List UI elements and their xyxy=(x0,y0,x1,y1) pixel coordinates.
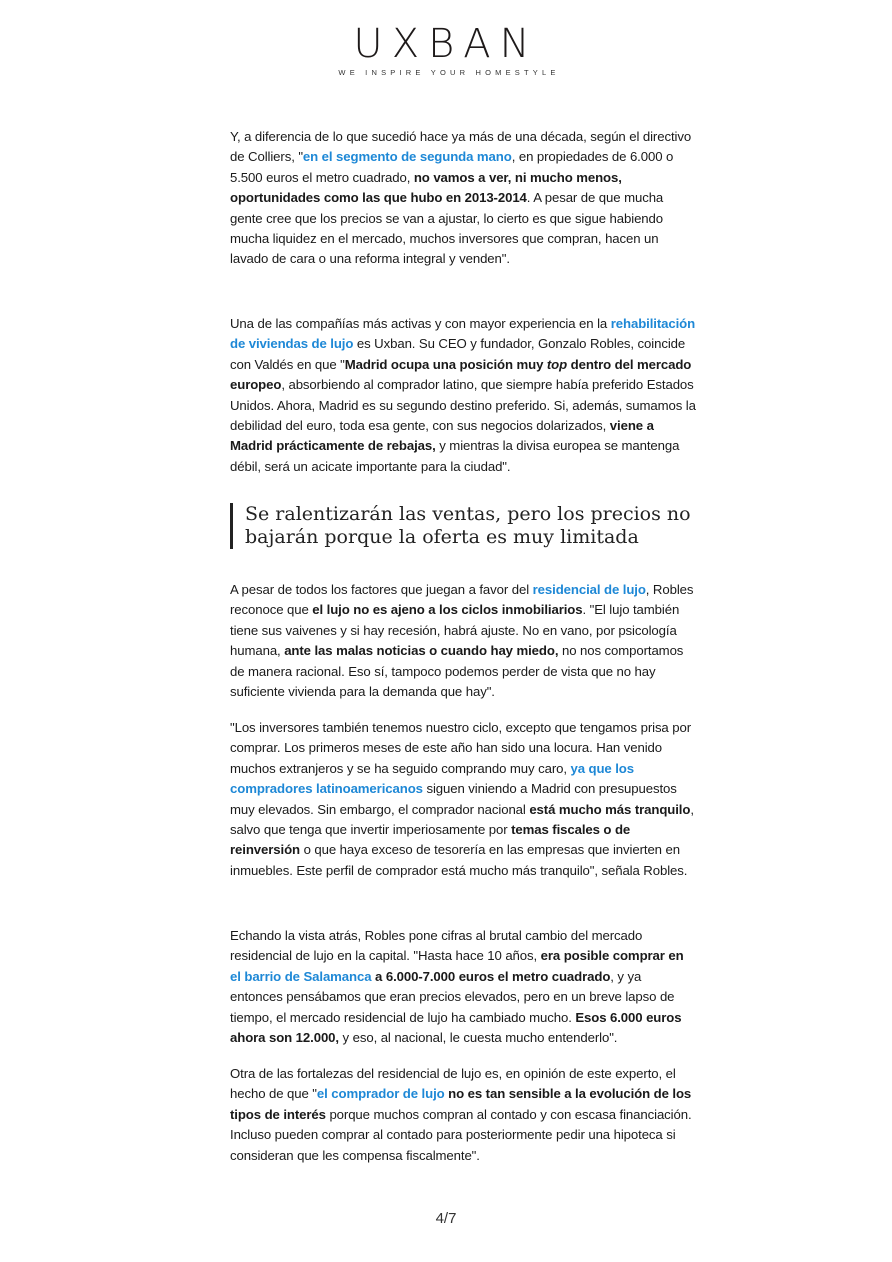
emphasis-text: Madrid ocupa una posición muy xyxy=(344,356,547,372)
inline-link[interactable]: rehabilitación de viviendas de lujo xyxy=(230,316,696,352)
text-run: . "El lujo también tiene sus vaivenes y si hay recesión, habrá ajuste. No en vano, por psicología humana, xyxy=(230,602,680,659)
emphasis-text: viene a Madrid prácticamente de rebajas, xyxy=(230,418,654,454)
emphasis-text: Esos 6.000 euros ahora son 12.000, xyxy=(230,1009,682,1046)
inline-link[interactable]: ya que los compradores latinoamericanos xyxy=(230,760,634,797)
emphasis-text: no es tan sensible a la evolución de los tipos de interés xyxy=(230,1086,692,1122)
inline-link[interactable]: el barrio de Salamanca xyxy=(230,968,372,984)
text-run: A pesar de todos los factores que juegan a favor del xyxy=(230,582,533,597)
emphasis-text: top xyxy=(546,356,568,372)
text-run: , y ya entonces pensábamos que eran precios elevados, pero en un breve lapso de tiempo, el mercado residencial de lujo ha cambiado mucho. xyxy=(230,968,675,1025)
text-run: , en propiedades de 6.000 o 5.500 euros el metro cuadrado, xyxy=(230,149,674,185)
text-run: y eso, al nacional, le cuesta mucho entenderlo". xyxy=(338,1030,618,1046)
text-run: . A pesar de que mucha gente cree que los precios se van a ajustar, lo cierto es que sigue habiendo mucha liquidez en el mercado, muchos inversores que compran, hacen un lavado de cara o una reforma integral y venden". xyxy=(230,190,664,267)
text-run: , salvo que tenga que invertir imperiosamente por xyxy=(230,801,694,838)
text-run: Echando la vista atrás, Robles pone cifras al brutal cambio del mercado residencial de lujo en la capital. "Hasta hace 10 años, xyxy=(230,928,643,964)
logo-wordmark: UXBAN xyxy=(353,21,539,67)
emphasis-text: dentro del mercado europeo xyxy=(230,356,692,393)
text-run: no nos comportamos de manera racional. Eso sí, tampoco podemos perder de vista que no hay suficiente vivienda para la demanda que hay". xyxy=(230,643,684,700)
text-run: Otra de las fortalezas del residencial de lujo es, en opinión de este experto, el hecho de que " xyxy=(230,1066,676,1102)
paragraph xyxy=(230,127,696,270)
emphasis-text: no vamos a ver, ni mucho menos, oportunidades como las que hubo en 2013-2014 xyxy=(230,169,622,206)
paragraph xyxy=(230,314,696,477)
inline-link[interactable]: residencial de lujo xyxy=(532,582,646,597)
text-run: o que haya exceso de tesorería en las empresas que invierten en inmuebles. Este perfil de comprador está mucho más tranquilo", señala Robles. xyxy=(230,842,688,878)
inline-link[interactable]: el comprador de lujo xyxy=(316,1086,445,1102)
uxban-logo xyxy=(0,22,892,77)
paragraph xyxy=(230,1064,696,1166)
emphasis-text: el lujo no es ajeno a los ciclos inmobiliarios xyxy=(312,602,583,618)
text-run: , absorbiendo al comprador latino, que siempre había preferido Estados Unidos. Ahora, Madrid es su segundo destino preferido. Si, además, sumamos la debilidad del euro, toda esa gente, con sus negocios dolarizados, xyxy=(230,377,696,434)
logo-tagline: WE INSPIRE YOUR HOMESTYLE xyxy=(338,68,560,77)
inline-link[interactable]: en el segmento de segunda mano xyxy=(302,149,512,165)
emphasis-text: a 6.000-7.000 euros el metro cuadrado xyxy=(371,968,611,984)
page-number: 4/7 xyxy=(435,1210,457,1227)
text-run: , Robles reconoce que xyxy=(230,582,694,618)
text-run: y mientras la divisa europea se mantenga débil, será un acicate importante para la ciudad". xyxy=(230,438,680,474)
emphasis-text: está mucho más tranquilo xyxy=(529,801,691,817)
emphasis-text: temas fiscales o de reinversión xyxy=(230,822,631,858)
text-run: porque muchos compran al contado y con escasa financiación. Incluso pueden comprar al contado para posteriormente pedir una hipoteca si consideran que les compensa fiscalmente". xyxy=(230,1106,692,1163)
paragraph xyxy=(230,926,696,1048)
text-run: Y, a diferencia de lo que sucedió hace ya más de una década, según el directivo de Colliers, " xyxy=(230,129,692,165)
text-run: es Uxban. Su CEO y fundador, Gonzalo Robles, coincide con Valdés en que " xyxy=(230,336,686,372)
text-run: Una de las compañías más activas y con mayor experiencia en la xyxy=(230,316,611,331)
pull-quote: Se ralentizarán las ventas, pero los precios no bajarán porque la oferta es muy limitada xyxy=(230,503,705,549)
paragraph xyxy=(230,580,696,702)
text-run: siguen viniendo a Madrid con presupuestos muy elevados. Sin embargo, el comprador nacional xyxy=(230,781,677,817)
text-run: "Los inversores también tenemos nuestro ciclo, excepto que tengamos prisa por comprar. Los primeros meses de este año han sido una locura. Han venido muchos extranjeros y se ha seguido comprando muy caro, xyxy=(230,720,691,776)
paragraph xyxy=(230,718,696,881)
emphasis-text: era posible comprar en xyxy=(540,948,684,964)
emphasis-text: ante las malas noticias o cuando hay miedo, xyxy=(284,643,559,659)
